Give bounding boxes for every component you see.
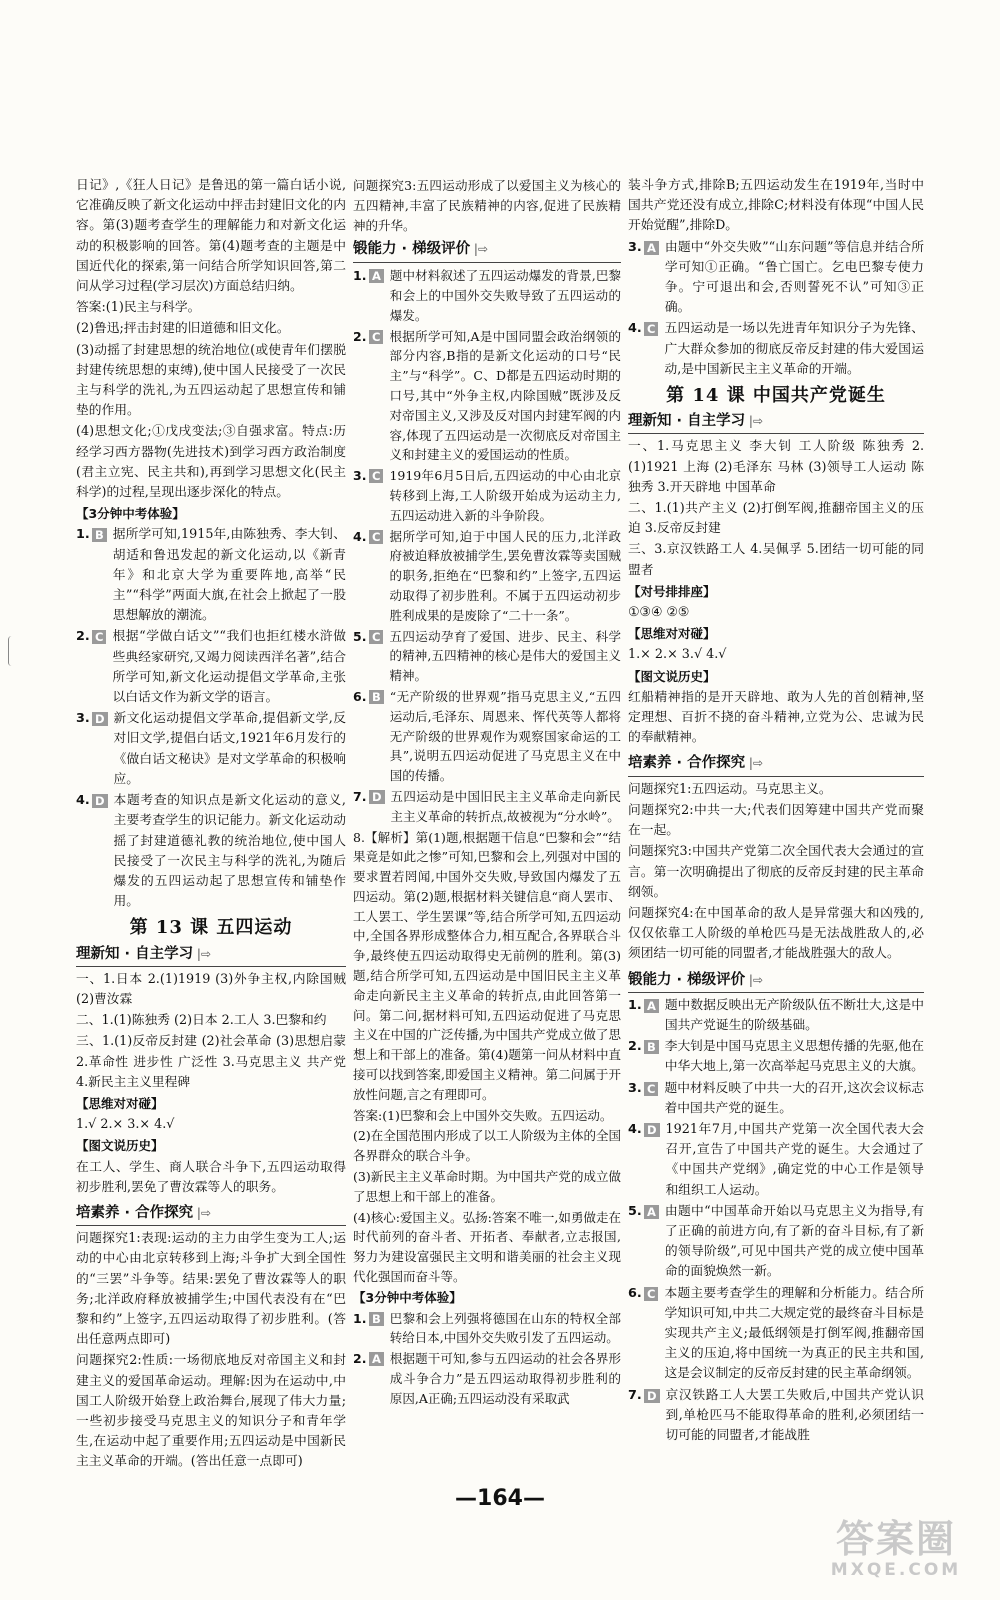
item-explanation: 由题中“外交失败”“山东问题”等信息并结合所学可知①正确。“鲁亡国亡。乞电巴黎专使力争。宁可退出和会,否则誓死不认”可知③正确。 (664, 239, 924, 316)
answer-option-badge: D (92, 712, 108, 726)
item-explanation: 五四运动是一场以先进青年知识分子为先锋、广大群众参加的彻底反帝反封建的伟大爱国运动,是中国新民主主义革命的开端。 (664, 321, 924, 377)
answer-item (628, 1079, 924, 1119)
paragraph: 三、1.(1)反帝反封建 (2)社会革命 (3)思想启蒙 2.革命性 进步性 广泛性 3.马克思主义 共产党 4.新民主主义里程碑 (76, 1034, 346, 1090)
answer-item (353, 327, 621, 466)
paragraph: 问题探究2:中共一大;代表们因筹建中国共产党而聚在一起。 (628, 802, 924, 839)
item-explanation: 五四运动孕育了爱国、进步、民主、科学的精神,五四精神的核心是伟大的爱国主义精神。 (389, 628, 621, 684)
answer-item (353, 466, 621, 525)
answer-option-badge: C (644, 1082, 658, 1096)
item-number: 6. (628, 1285, 642, 1301)
answer-item (628, 996, 924, 1036)
subheading: 【图文说历史】 (628, 668, 716, 684)
watermark-main: 答案圈 (835, 1517, 956, 1561)
answer-item (76, 627, 346, 708)
answer-option-badge: C (369, 530, 383, 544)
paragraph: 8.【解析】第(1)题,根据题干信息“巴黎和会”“结果竟是如此之惨”可知,巴黎和会上,列强对中国的要求置若罔闻,中国外交失败,导致国内爆发了五四运动。第(2)题,根据材料关键信息“商人罢市、工人罢工、学生罢课”等,结合所学可知,五四运动中,全国各界形成整体合力,相互配合,各界联合斗争,最终使五四运动取得史无前例的胜利。第(3)题,结合所学可知,五四运动是中国旧民主主义革命走向新民主主义革命的转折点,由此回答第一问。第二问,据材料可知,五四运动促进了马克思主义在中国的广泛传播,为中国共产党成立做了思想上和干部上的准备。第(4)题第一问从材料中直接可以找到答案,即爱国主义精神。第二问属于开放性问题,言之有理即可。 (353, 829, 621, 1102)
answer-item (353, 266, 621, 325)
item-explanation: 据所学可知,1915年,由陈独秀、李大钊、胡适和鲁迅发起的新文化运动,以《新青年》和北京大学为重要阵地,高举“民主”“科学”两面大旗,在社会上掀起了一股思想解放的潮流。 (112, 527, 346, 624)
answer-option-badge: A (369, 269, 384, 283)
item-explanation: 题中材料叙述了五四运动爆发的背景,巴黎和会上的中国外交失败导致了五四运动的爆发。 (389, 268, 621, 323)
answer-item (353, 787, 621, 827)
item-number: 3. (353, 468, 367, 484)
paragraph: 问题探究4:在中国革命的敌人是异常强大和凶残的,仅仅依靠工人阶级的单枪匹马是无法战胜敌人的,必须团结一切可能的同盟者,才能战胜强大的敌人。 (628, 905, 924, 962)
item-number: 1. (76, 527, 90, 543)
section-heading-label: 培素养 · 合作探究 (76, 1204, 194, 1221)
section-arrow-icon: |⇨ (745, 756, 764, 771)
item-number: 7. (628, 1387, 642, 1403)
paragraph: 问题探究2:性质:一场彻底地反对帝国主义和封建主义的爱国革命运动。理解:因为在运动中,中国工人阶级开始登上政治舞台,展现了伟大力量;一些初步接受马克思主义的知识分子和青年学生,在运动中起了重要作用;五四运动是中国新民主主义革命的开端。(答出任意一点即可) (76, 1353, 346, 1470)
answer-item (628, 1037, 924, 1077)
subheading: 【3分钟中考体验】 (76, 506, 185, 522)
answer-item (628, 1120, 924, 1201)
section-heading-label: 理新知 · 自主学习 (628, 413, 746, 430)
answer-option-badge: D (369, 790, 385, 804)
answer-item (76, 791, 346, 912)
answer-item (628, 1284, 924, 1385)
answer-item (76, 525, 346, 626)
item-number: 4. (628, 1121, 642, 1137)
paragraph: (2)鲁迅;抨击封建的旧道德和旧文化。 (76, 321, 290, 337)
paragraph: (4)核心:爱国主义。弘扬:答案不唯一,如勇做走在时代前列的奋斗者、开拓者、奉献者,立志报国,努力为建设富强民主文明和谐美丽的社会主义现代化强国而奋斗等。 (353, 1209, 621, 1285)
answer-option-badge: A (644, 241, 659, 255)
answer-option-badge: B (644, 1040, 659, 1054)
paragraph: (4)思想文化;①戊戌变法;③自强求富。特点:历经学习西方器物(先进技术)到学习西方政治制度(君主立宪、民主共和),再到学习思想文化(民主科学)的过程,呈现出逐步深化的特点。 (76, 424, 346, 501)
item-number: 4. (628, 321, 642, 337)
item-explanation: 本题考查的知识点是新文化运动的意义,主要考查学生的识记能力。新文化运动动摇了封建道德礼教的统治地位,使中国人民接受了一次民主与科学的洗礼,为随后爆发的五四运动起了思想宣传和铺垫作用。 (113, 793, 346, 910)
item-number: 3. (76, 711, 90, 727)
answer-item (353, 1309, 621, 1349)
item-explanation: 据所学可知,迫于中国人民的压力,北洋政府被迫释放被捕学生,罢免曹汝霖等卖国贼的职务,拒绝在“巴黎和约”上签字,五四运动取得了初步胜利。不属于五四运动初步胜利成果的是废除了“二十一条”。 (389, 528, 621, 623)
answer-column-1 (76, 176, 346, 1474)
section-arrow-icon: |⇨ (193, 946, 212, 961)
item-explanation: 本题主要考查学生的理解和分析能力。结合所学知识可知,中共二大规定党的最终奋斗目标是实现共产主义;最低纲领是打倒军阀,推翻帝国主义的压迫,将中国统一为真正的民主共和国,这是会议制定的反帝反封建的民主革命纲领。 (664, 1285, 924, 1382)
item-number: 5. (353, 628, 367, 644)
binding-mark (8, 636, 15, 666)
subheading: 【思维对对碰】 (628, 626, 716, 642)
answer-option-badge: B (369, 690, 384, 704)
section-arrow-icon: |⇨ (745, 972, 764, 987)
paragraph: 红船精神指的是开天辟地、敢为人先的首创精神,坚定理想、百折不挠的奋斗精神,立党为公、忠诚为民的奉献精神。 (628, 689, 924, 746)
item-explanation: 题中数据反映出无产阶级队伍不断壮大,这是中国共产党诞生的阶级基础。 (664, 997, 924, 1033)
item-explanation: “无产阶级的世界观”指马克思主义,“五四运动后,毛泽东、周恩来、恽代英等人都将无产阶级的世界观作为观察国家命运的工具”,说明五四运动促进了马克思主义在中国的传播。 (389, 688, 621, 784)
answer-option-badge: C (644, 322, 658, 336)
item-explanation: 根据题干可知,参与五四运动的社会各界形成斗争合力”是五四运动取得初步胜利的原因,A正确;五四运动没有采取武 (389, 1351, 621, 1406)
answer-item (353, 1349, 621, 1408)
section-arrow-icon: |⇨ (470, 242, 489, 257)
item-number: 3. (628, 1080, 642, 1096)
item-explanation: 京汉铁路工人大罢工失败后,中国共产党认识到,单枪匹马不能取得革命的胜利,必须团结一切可能的同盟者,才能战胜 (665, 1387, 924, 1443)
subheading: 【对号排排座】 (628, 583, 716, 599)
section-heading-label: 培素养 · 合作探究 (628, 755, 746, 772)
paragraph: 一、1.日本 2.(1)1919 (3)外争主权,内除国贼 (2)曹汝霖 (76, 971, 346, 1007)
item-number: 1. (628, 997, 642, 1013)
item-number: 5. (628, 1203, 642, 1219)
item-number: 2. (76, 629, 90, 645)
item-explanation: 根据“学做白话文”“我们也拒红楼水浒做些典经家研究,又竭力阅读西洋名著”,结合所学可知,新文化运动提倡文学革命,主张以白话文作为新文学的语言。 (112, 629, 346, 706)
answer-item (353, 627, 621, 686)
section-heading (628, 411, 924, 434)
answer-option-badge: B (369, 1312, 384, 1326)
paragraph: ①③④ ②⑤ (628, 605, 690, 621)
subheading: 【3分钟中考体验】 (353, 1289, 462, 1305)
item-number: 4. (76, 793, 90, 809)
paragraph: (3)新民主主义革命时期。为中国共产党的成立做了思想上和干部上的准备。 (353, 1169, 621, 1204)
item-explanation: 由题中“中国革命开始以马克思主义为指导,有了正确的前进方向,有了新的奋斗目标,有了新的领导阶级”,可见中国共产党的成立使中国革命的面貌焕然一新。 (664, 1203, 924, 1280)
section-heading-label: 锻能力 · 梯级评价 (353, 241, 471, 258)
paragraph: 问题探究1:表现:运动的主力由学生变为工人;运动的中心由北京转移到上海;斗争扩大到全国性的“三罢”斗争等。结果:罢免了曹汝霖等人的职务;北洋政府释放被捕学生;中国代表没有在“巴黎和约”上签字,五四运动取得了初步胜利。(答出任意两点即可) (76, 1231, 346, 1348)
item-number: 2. (628, 1039, 642, 1055)
paragraph: 问题探究1:五四运动。马克思主义。 (628, 781, 832, 797)
item-explanation: 1921年7月,中国共产党第一次全国代表大会召开,宣告了中国共产党的诞生。大会通过了《中国共产党纲》,确定党的中心工作是领导和组织工人运动。 (665, 1121, 924, 1198)
answer-option-badge: D (644, 1389, 660, 1403)
answer-option-badge: B (92, 528, 107, 542)
answer-option-badge: A (644, 999, 659, 1013)
item-explanation: 1919年6月5日后,五四运动的中心由北京转移到上海,工人阶级开始成为运动主力,五四运动进入新的斗争阶段。 (389, 468, 621, 523)
answer-item (628, 238, 924, 319)
paragraph: 答案:(1)民主与科学。 (76, 300, 201, 316)
lesson-title: 第 13 课 五四运动 (129, 917, 293, 939)
section-heading (76, 1203, 346, 1226)
section-heading (628, 753, 924, 776)
item-number: 6. (353, 688, 367, 704)
answer-option-badge: C (369, 630, 383, 644)
item-number: 1. (353, 1310, 367, 1326)
paragraph: 一、1.马克思主义 李大钊 工人阶级 陈独秀 2.(1)1921 上海 (2)毛泽东 马林 (3)领导工人运动 陈独秀 3.开天辟地 中国革命 (628, 439, 924, 495)
section-heading-label: 锻能力 · 梯级评价 (628, 971, 746, 988)
paragraph: 二、1.(1)陈独秀 (2)日本 2.工人 3.巴黎和约 (76, 1013, 327, 1029)
answer-option-badge: C (369, 330, 383, 344)
answer-option-badge: C (644, 1287, 658, 1301)
watermark-sub: MXQE.COM (830, 1560, 962, 1580)
item-explanation: 李大钊是中国马克思主义思想传播的先驱,他在中华大地上,第一次高举起马克思主义的大旗。 (664, 1039, 924, 1075)
item-explanation: 巴黎和会上列强将德国在山东的特权全部转给日本,中国外交失败引发了五四运动。 (389, 1310, 621, 1346)
item-number: 4. (353, 528, 367, 544)
paragraph: 1.√ 2.× 3.× 4.√ (76, 1117, 175, 1133)
answer-option-badge: A (369, 1352, 384, 1366)
paragraph: (2)在全国范围内形成了以工人阶级为主体的全国各界群众的联合斗争。 (353, 1128, 621, 1164)
answer-option-badge: C (92, 630, 106, 644)
answer-item (353, 687, 621, 786)
section-heading (76, 944, 346, 967)
item-explanation: 五四运动是中国旧民主主义革命走向新民主主义革命的转折点,故被视为“分水岭”。 (390, 788, 621, 824)
section-arrow-icon: |⇨ (745, 414, 764, 429)
answer-option-badge: A (644, 1205, 659, 1219)
section-heading (353, 240, 621, 263)
subheading: 【图文说历史】 (76, 1138, 164, 1154)
item-number: 3. (628, 239, 642, 255)
answer-option-badge: D (92, 794, 108, 808)
section-heading-label: 理新知 · 自主学习 (76, 945, 194, 962)
paragraph: (3)动摇了封建思想的统治地位(或使青年们摆脱封建传统思想的束缚),使中国人民接受了一次民主与科学的洗礼,为五四运动起了思想宣传和铺垫的作用。 (76, 342, 346, 419)
page-number: —164— (455, 1486, 545, 1511)
paragraph: 1.× 2.× 3.√ 4.√ (628, 647, 727, 663)
paragraph: 二、1.(1)共产主义 (2)打倒军阀,推翻帝国主义的压迫 3.反帝反封建 (628, 501, 924, 537)
subheading: 【思维对对碰】 (76, 1095, 164, 1111)
paragraph: 装斗争方式,排除B;五四运动发生在1919年,当时中国共产党还没有成立,排除C;材料没有体现“中国人民开始觉醒”,排除D。 (628, 178, 924, 234)
section-arrow-icon: |⇨ (193, 1205, 212, 1220)
answer-item (628, 1202, 924, 1283)
item-explanation: 根据所学可知,A是中国同盟会政治纲领的部分内容,B指的是新文化运动的口号“民主”与“科学”。C、D都是五四运动时期的口号,其中“外争主权,内除国贼”既涉及反对帝国主义,又涉及反对国内封建军阀的内容,体现了五四运动是一次彻底反对帝国主义和封建主义的爱国运动的性质。 (389, 328, 621, 463)
item-number: 2. (353, 328, 367, 344)
paragraph: 三、3.京汉铁路工人 4.吴佩孚 5.团结一切可能的同盟者 (628, 542, 924, 578)
section-heading (628, 970, 924, 993)
item-number: 2. (353, 1351, 367, 1367)
paragraph: 答案:(1)巴黎和会上中国外交失败。五四运动。 (353, 1107, 613, 1123)
paragraph: 日记》,《狂人日记》是鲁迅的第一篇白话小说,它准确反映了新文化运动中抨击封建旧文化的内容。第(3)题考查学生的理解能力和对新文化运动的积极影响的回答。第(4)题考查的主题是中国近代化的探索,第一问结合所学知识回答,第二问从学习过程(学习层次)方面总结归纳。 (76, 178, 346, 295)
item-explanation: 新文化运动提倡文学革命,提倡新文学,反对旧文学,提倡白话文,1921年6月发行的《做白话文秘诀》是对文学革命的积极响应。 (113, 711, 346, 787)
answer-column-3 (628, 176, 924, 1447)
answer-option-badge: C (369, 469, 383, 483)
answer-column-2 (353, 176, 621, 1410)
lesson-title: 第 14 课 中国共产党诞生 (666, 385, 886, 407)
item-number: 1. (353, 268, 367, 284)
answer-item (628, 1386, 924, 1447)
item-explanation: 题中材料反映了中共一大的召开,这次会议标志着中国共产党的诞生。 (664, 1080, 924, 1116)
paragraph: 在工人、学生、商人联合斗争下,五四运动取得初步胜利,罢免了曹汝霖等人的职务。 (76, 1159, 346, 1195)
answer-item (76, 709, 346, 790)
paragraph: 问题探究3:中国共产党第二次全国代表大会通过的宣言。第一次明确提出了彻底的反帝反封建的民主革命纲领。 (628, 844, 924, 900)
item-number: 7. (353, 788, 367, 804)
answer-item (353, 527, 621, 626)
answer-option-badge: D (644, 1123, 660, 1137)
watermark-logo (816, 1518, 976, 1588)
paragraph: 问题探究3:五四运动形成了以爱国主义为核心的五四精神,丰富了民族精神的内容,促进了民族精神的升华。 (353, 178, 621, 233)
answer-item (628, 319, 924, 380)
